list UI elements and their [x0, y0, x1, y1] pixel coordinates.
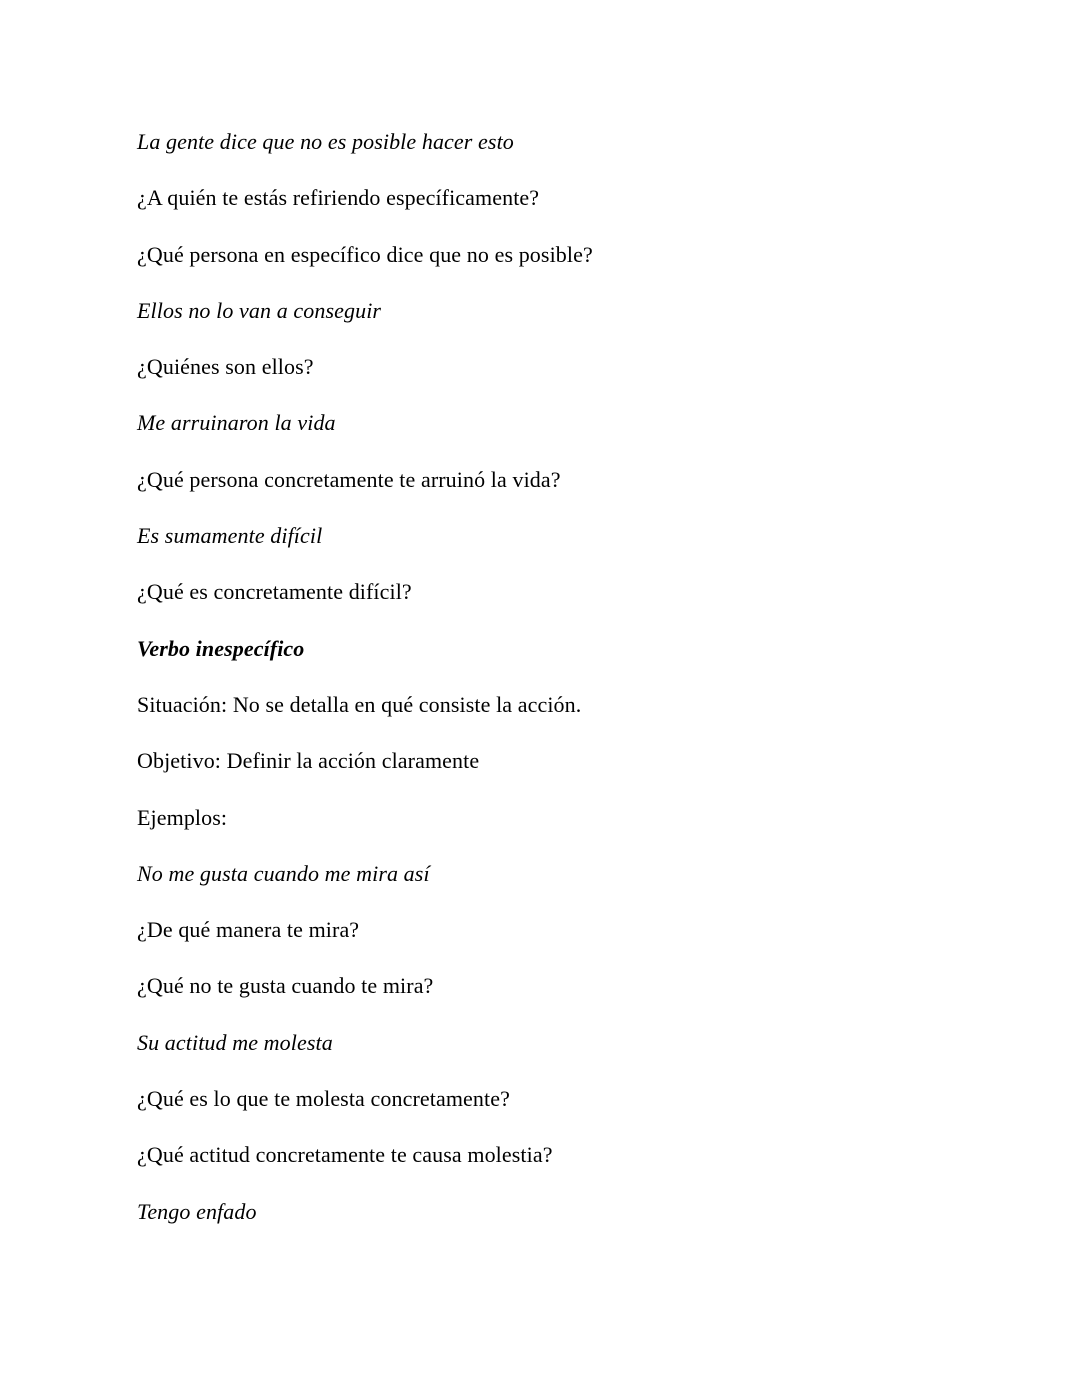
document-line: Objetivo: Definir la acción claramente [137, 748, 480, 774]
document-line: ¿Qué es lo que te molesta concretamente? [137, 1086, 510, 1112]
document-line: Su actitud me molesta [137, 1029, 333, 1055]
document-line: Me arruinaron la vida [137, 410, 336, 436]
section-heading: Verbo inespecífico [137, 635, 305, 661]
document-line: ¿Qué no te gusta cuando te mira? [137, 973, 434, 999]
document-line: La gente dice que no es posible hacer esto [137, 129, 514, 154]
document-line: Es sumamente difícil [137, 523, 323, 549]
document-line: No me gusta cuando me mira así [137, 860, 430, 886]
document-line: ¿A quién te estás refiriendo específicamente? [137, 185, 540, 211]
document-line: Tengo enfado [137, 1198, 257, 1224]
document-line: Ellos no lo van a conseguir [137, 297, 382, 323]
document-content [137, 128, 960, 1226]
document-line: ¿Qué persona en específico dice que no es posible? [137, 241, 593, 267]
document-line: ¿Quiénes son ellos? [137, 354, 314, 380]
document-line: ¿Qué persona concretamente te arruinó la vida? [137, 466, 561, 492]
document-line: Ejemplos: [137, 804, 228, 830]
document-line: ¿De qué manera te mira? [137, 917, 360, 943]
document-line: Situación: No se detalla en qué consiste la acción. [137, 691, 582, 717]
document-line: ¿Qué es concretamente difícil? [137, 579, 412, 605]
document-line: ¿Qué actitud concretamente te causa molestia? [137, 1142, 553, 1168]
